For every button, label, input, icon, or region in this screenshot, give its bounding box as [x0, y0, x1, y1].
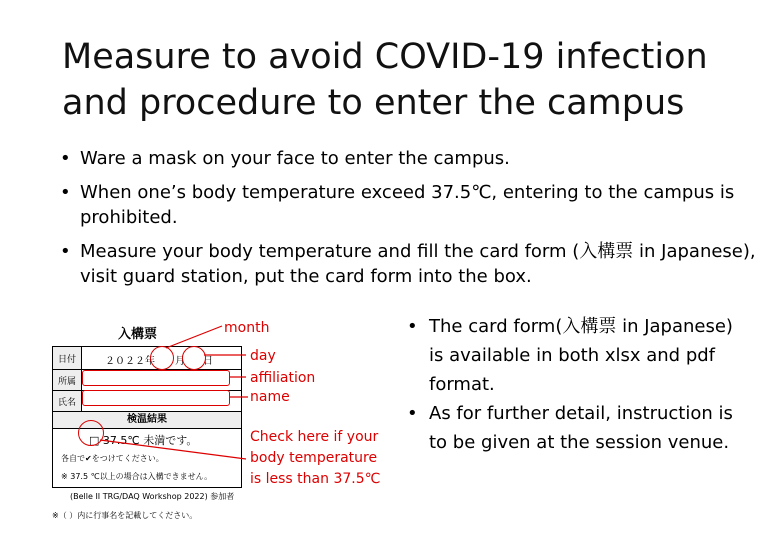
check-annotation-line-2: body temperature: [250, 450, 378, 466]
affiliation-annotation: affiliation: [250, 370, 316, 386]
title-line-1: Measure to avoid COVID-19 infection: [62, 37, 708, 77]
card-date-label: 日付: [53, 347, 82, 369]
month-pointer-line: [166, 326, 222, 348]
card-note-1: 各自で✔をつけてください。: [61, 454, 164, 463]
check-annotation: [250, 427, 380, 490]
check-pointer-line: [100, 440, 246, 459]
card-affiliation-label: 所属: [53, 370, 82, 390]
check-annotation-line-1: Check here if your: [250, 429, 379, 445]
bullet-card-form: • Measure your body temperature and fill the card form (入構票 in Japanese), visit guard station, put the card form into the box.: [58, 239, 758, 289]
card-name-label: 氏名: [53, 391, 82, 411]
card-date-month: 月: [175, 356, 185, 367]
bullet-further-detail: • As for further detail, instruction is to be given at the session venue.: [404, 399, 734, 457]
card-temp-text: 37.5℃ 未満です。: [102, 434, 198, 447]
title-line-2: and procedure to enter the campus: [62, 83, 685, 123]
card-footer-1: (Belle II TRG/DAQ Workshop 2022) 参加者: [70, 492, 235, 501]
card-result-header: 検温結果: [53, 412, 241, 429]
card-footer-2: ※（ ）内に行事名を記載してください。: [52, 511, 198, 520]
card-note-2: ※ 37.5 ℃以上の場合は入構できません。: [61, 472, 213, 481]
card-form-title: 入構票: [118, 327, 158, 342]
bullet-mask: • Ware a mask on your face to enter the campus.: [58, 146, 758, 171]
card-date-year: ２０２２年: [105, 356, 155, 367]
month-annotation: month: [224, 320, 270, 336]
bullet-card-format: • The card form(入構票 in Japanese) is available in both xlsx and pdf format.: [404, 312, 734, 399]
day-annotation: day: [250, 348, 276, 364]
card-date-day: 日: [203, 356, 213, 367]
bullet-temperature: • When one’s body temperature exceed 37.5℃, entering to the campus is prohibited.: [58, 180, 758, 230]
check-annotation-line-3: is less than 37.5℃: [250, 471, 381, 487]
side-bullet-list: [404, 312, 734, 457]
checkbox-icon: □: [89, 434, 100, 447]
name-annotation: name: [250, 389, 290, 405]
